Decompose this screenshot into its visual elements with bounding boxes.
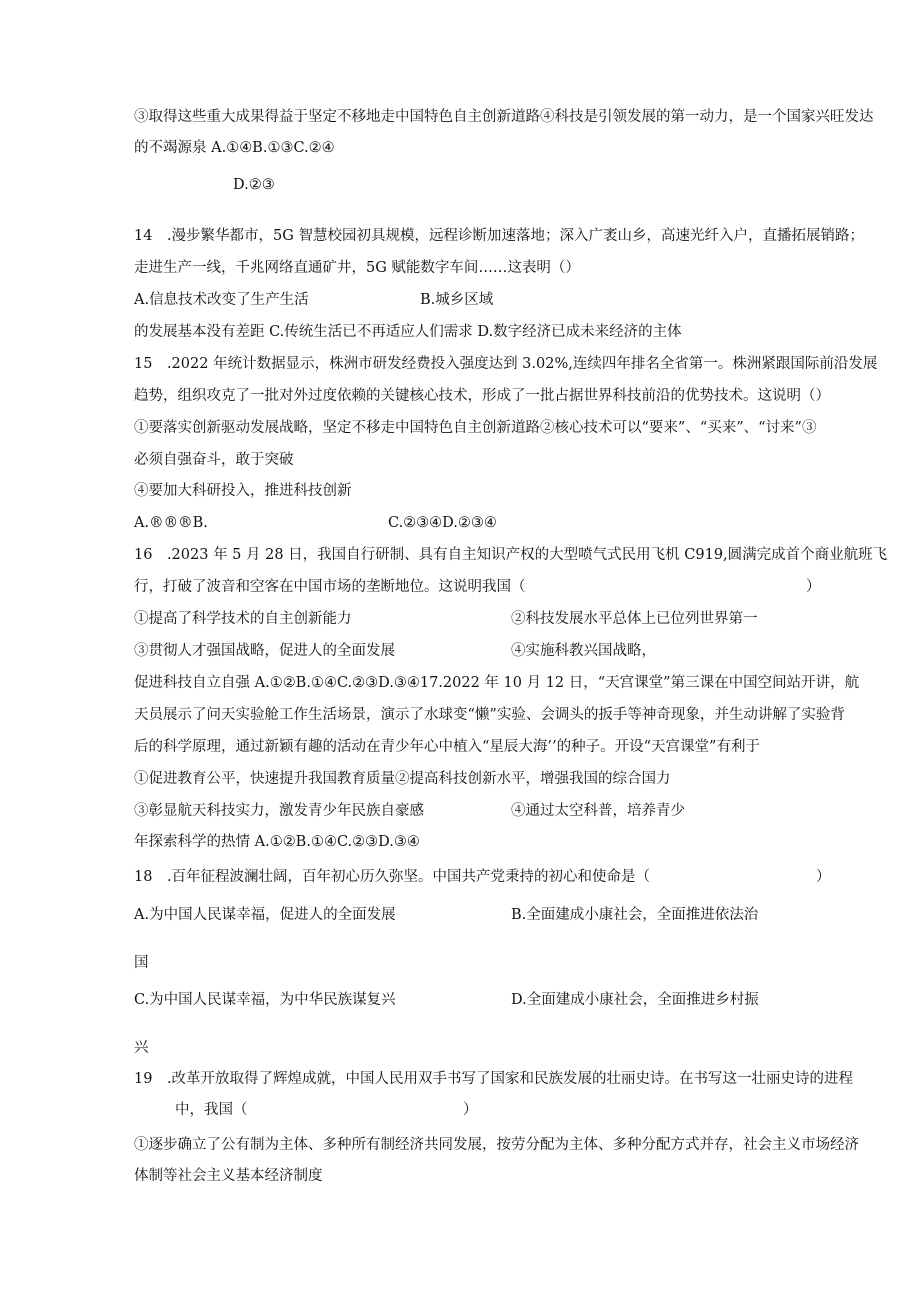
text-line: 国: [134, 955, 149, 971]
options-ab: A.®®®B.: [134, 515, 208, 531]
text-line: 中，我国（: [175, 1102, 248, 1118]
choice-2: ②科技发展水平总体上已位列世界第一: [511, 611, 758, 627]
question-14: 14 .漫步繁华都市，5G 智慧校园初具规模，远程诊断加速落地；深入广袤山乡，高速光纤入户，直播拓展销路；: [134, 228, 864, 244]
text-line: 年探索科学的热情 A.①②B.①④C.②③D.③④: [134, 834, 420, 850]
text-line: ④要加大科研投入，推进科技创新: [134, 483, 352, 499]
text-line: ①逐步确立了公有制为主体、多种所有制经济共同发展，按劳分配为主体、多种分配方式并存，社会主义市场经济: [134, 1137, 859, 1153]
option-c: C.为中国人民谋幸福，为中华民族谋复兴: [134, 992, 396, 1008]
text-line: 天员展示了问天实验舱工作生活场景，演示了水球变“懒”实验、会调头的扳手等神奇现象，并生动讲解了实验背: [134, 707, 845, 723]
text-line: 的不竭源泉 A.①④B.①③C.②④: [134, 140, 335, 156]
question-16: 16 .2023 年 5 月 28 日，我国自行研制、具有自主知识产权的大型喷气式民用飞机 C919,圆满完成首个商业航班飞: [134, 547, 888, 563]
choice-4: ④通过太空科普，培养青少: [511, 803, 685, 819]
text-line: ①促进教育公平，快速提升我国教育质量②提高科技创新水平，增强我国的综合国力: [134, 771, 671, 787]
text-line: 趋势，组织攻克了一批对外过度依赖的关键核心技术，形成了一批占据世界科技前沿的优势技术。这说明（）: [134, 388, 830, 404]
choice-4: ④实施科教兴国战略，: [511, 643, 656, 659]
question-18: 18 .百年征程波澜壮阔，百年初心历久弥坚。中国共产党秉持的初心和使命是（: [134, 869, 651, 885]
option-a: A.信息技术改变了生产生活: [134, 292, 309, 308]
text-line: 行，打破了波音和空客在中国市场的垄断地位。这说明我国（: [134, 579, 526, 595]
text-line: 兴: [134, 1040, 149, 1056]
text-line: ①要落实创新驱动发展战略，坚定不移走中国特色自主创新道路②核心技术可以“要来”、“买来”、“讨来”③: [134, 420, 817, 436]
paren-close: ）: [816, 869, 831, 885]
choice-3: ③贯彻人才强国战略，促进人的全面发展: [134, 643, 395, 659]
text-line: 的发展基本没有差距 C.传统生活已不再适应人们需求 D.数字经济已成未来经济的主体: [134, 324, 682, 340]
paren-close: ）: [463, 1102, 478, 1118]
question-15: 15 .2022 年统计数据显示，株洲市研发经费投入强度达到 3.02%,连续四年排名全省第一。株洲紧跟国际前沿发展: [134, 356, 878, 372]
choice-1: ①提高了科学技术的自主创新能力: [134, 611, 352, 627]
text-line: 走进生产一线，千兆网络直通矿井，5G 赋能数字车间……这表明（）: [134, 260, 580, 276]
option-a: A.为中国人民谋幸福，促进人的全面发展: [134, 907, 396, 923]
paren-close: ）: [806, 579, 821, 595]
text-line: D.②③: [233, 177, 275, 193]
text-line: 必须自强奋斗，敢于突破: [134, 452, 294, 468]
options-cd: C.②③④D.②③④: [388, 515, 497, 531]
text-line: ③取得这些重大成果得益于坚定不移地走中国特色自主创新道路④科技是引领发展的第一动力，是一个国家兴旺发达: [134, 109, 874, 125]
option-d: D.全面建成小康社会，全面推进乡村振: [511, 992, 759, 1008]
text-line: 后的科学原理，通过新颖有趣的活动在青少年心中植入“星辰大海’’的种子。开设“天宫课堂”有利于: [134, 739, 760, 755]
choice-3: ③彰显航天科技实力，激发青少年民族自豪感: [134, 803, 424, 819]
question-17: 促进科技自立自强 A.①②B.①④C.②③D.③④17.2022 年 10 月 12 日，“天宫课堂”第三课在中国空间站开讲，航: [134, 675, 860, 691]
text-line: 体制等社会主义基本经济制度: [134, 1168, 323, 1184]
option-b: B.城乡区域: [420, 292, 494, 308]
option-b: B.全面建成小康社会，全面推进依法治: [511, 907, 759, 923]
question-19: 19 .改革开放取得了辉煌成就，中国人民用双手书写了国家和民族发展的壮丽史诗。在书写这一壮丽史诗的进程: [134, 1071, 854, 1087]
